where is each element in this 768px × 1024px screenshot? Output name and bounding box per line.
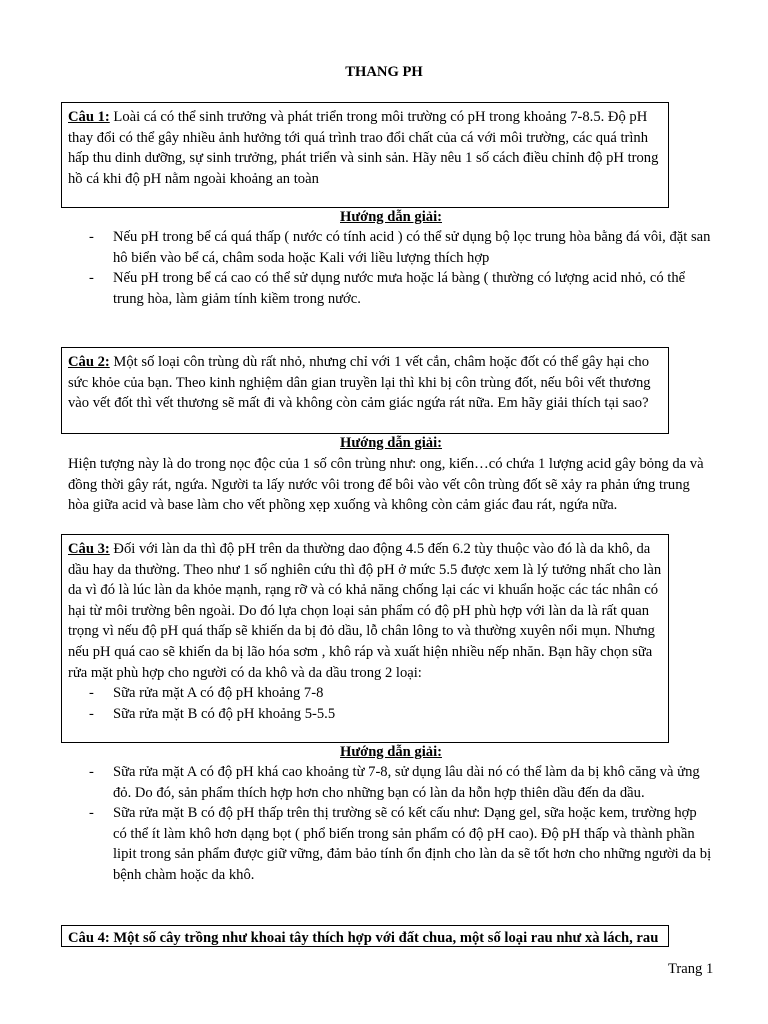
- question-1-label: Câu 1:: [68, 109, 110, 125]
- question-4-text: Câu 4: Một số cây trồng như khoai tây thích hợp với đất chua, một số loại rau như xà lách, rau: [68, 930, 659, 946]
- list-item: - Sữa rửa mặt A có độ pH khoảng 7-8: [68, 683, 662, 704]
- guide-label-1: Hướng dẫn giải:: [340, 209, 442, 225]
- answer-1-list: [68, 227, 712, 309]
- page-number: Trang 1: [668, 961, 714, 977]
- list-item: - Sữa rửa mặt A có độ pH khá cao khoảng từ 7-8, sử dụng lâu dài nó có thể làm da bị khô căng và ửng đỏ. Do đó, sản phẩm thích hợp hơn cho những bạn có làn da hỗn hợp thiên dầu đến da dầu.: [68, 762, 712, 803]
- list-item: - Nếu pH trong bể cá cao có thể sử dụng nước mưa hoặc lá bàng ( thường có lượng acid nhỏ, có thể trung hòa, làm giảm tính kiềm trong nước.: [68, 268, 712, 309]
- guide-label-3: Hướng dẫn giải:: [340, 744, 442, 760]
- question-4-box: [61, 925, 669, 947]
- question-3-label: Câu 3:: [68, 541, 110, 557]
- answer-3-list: [68, 762, 712, 886]
- question-1-box: [61, 102, 669, 208]
- list-item: - Nếu pH trong bể cá quá thấp ( nước có tính acid ) có thể sử dụng bộ lọc trung hòa bằng đá vôi, đặt san hô biển vào bể cá, châm soda hoặc Kali với liều lượng thích hợp: [68, 227, 712, 268]
- question-1-text: Loài cá có thể sinh trưởng và phát triển trong môi trường có pH trong khoảng 7-8.5. Độ pH thay đổi có thể gây nhiều ảnh hưởng tới quá trình trao đổi chất của cá với môi trường, các quá trình hấp thu dinh dưỡng, sự sinh trưởng, phát triển và sinh sản. Hãy nêu 1 số cách điều chỉnh độ pH trong hồ cá khi độ pH nằm ngoài khoảng an toàn: [68, 109, 659, 187]
- question-3-box: [61, 534, 669, 743]
- question-2-box: [61, 347, 669, 434]
- question-2-label: Câu 2:: [68, 354, 110, 370]
- question-3-text: Đối với làn da thì độ pH trên da thường dao động 4.5 đến 6.2 tùy thuộc vào đó là da khô, da dầu hay da thường. Theo như 1 số nghiên cứu thì độ pH ở mức 5.5 được xem là lý tưởng nhất cho làn da vì đó là lúc làn da khỏe mạnh, rạng rỡ và có khả năng chống lại các vi khuẩn hoặc các tác nhân có hại từ môi trường bên ngoài. Do đó lựa chọn loại sản phẩm có độ pH phù hợp với làn da là rất quan trọng vì nếu độ pH quá thấp sẽ khiến da bị đỏ dầu, lỗ chân lông to và thường xuyên nổi mụn. Nhưng nếu pH quá cao sẽ khiến da bị lão hóa sơm , khô ráp và xuất hiện nhiều nếp nhăn. Bạn hãy chọn sữa rửa mặt phù hợp cho người có da khô và da dầu trong 2 loại:: [68, 541, 662, 681]
- page-title: THANG PH: [345, 64, 423, 80]
- list-item: - Sữa rửa mặt B có độ pH thấp trên thị trường sẽ có kết cấu như: Dạng gel, sữa hoặc kem, trường hợp có thể ít làm khô hơn dạng bọt ( phổ biến trong sản phẩm có độ pH cao). Độ pH thấp và thành phần lipit trong sản phẩm được giữ vững, đảm bảo tính ổn định cho làn da sẽ tốt hơn cho những người da bị bệnh chàm hoặc da khô.: [68, 803, 712, 885]
- answer-2-text: Hiện tượng này là do trong nọc độc của 1 số côn trùng như: ong, kiến…có chứa 1 lượng acid gây bỏng da và đồng thời gây rát, ngứa. Người ta lấy nước vôi trong để bôi vào vết côn trùng đốt sẽ xảy ra phản ứng trung hòa giữa acid và base làm cho vết phồng xẹp xuống và không còn cảm giác đau rát, ngứa nữa.: [68, 456, 704, 514]
- question-2-text: Một số loại côn trùng dù rất nhỏ, nhưng chỉ với 1 vết cắn, châm hoặc đốt có thể gây hại cho sức khỏe của bạn. Theo kinh nghiệm dân gian truyền lại thì khi bị côn trùng đốt, nếu bôi vết thương vào vết đốt thì vết thương sẽ mất đi và không còn cảm giác ngứa rát nữa. Em hãy giải thích tại sao?: [68, 354, 651, 412]
- list-item: - Sữa rửa mặt B có độ pH khoảng 5-5.5: [68, 704, 662, 725]
- guide-label-2: Hướng dẫn giải:: [340, 435, 442, 451]
- question-3-options: [68, 683, 662, 724]
